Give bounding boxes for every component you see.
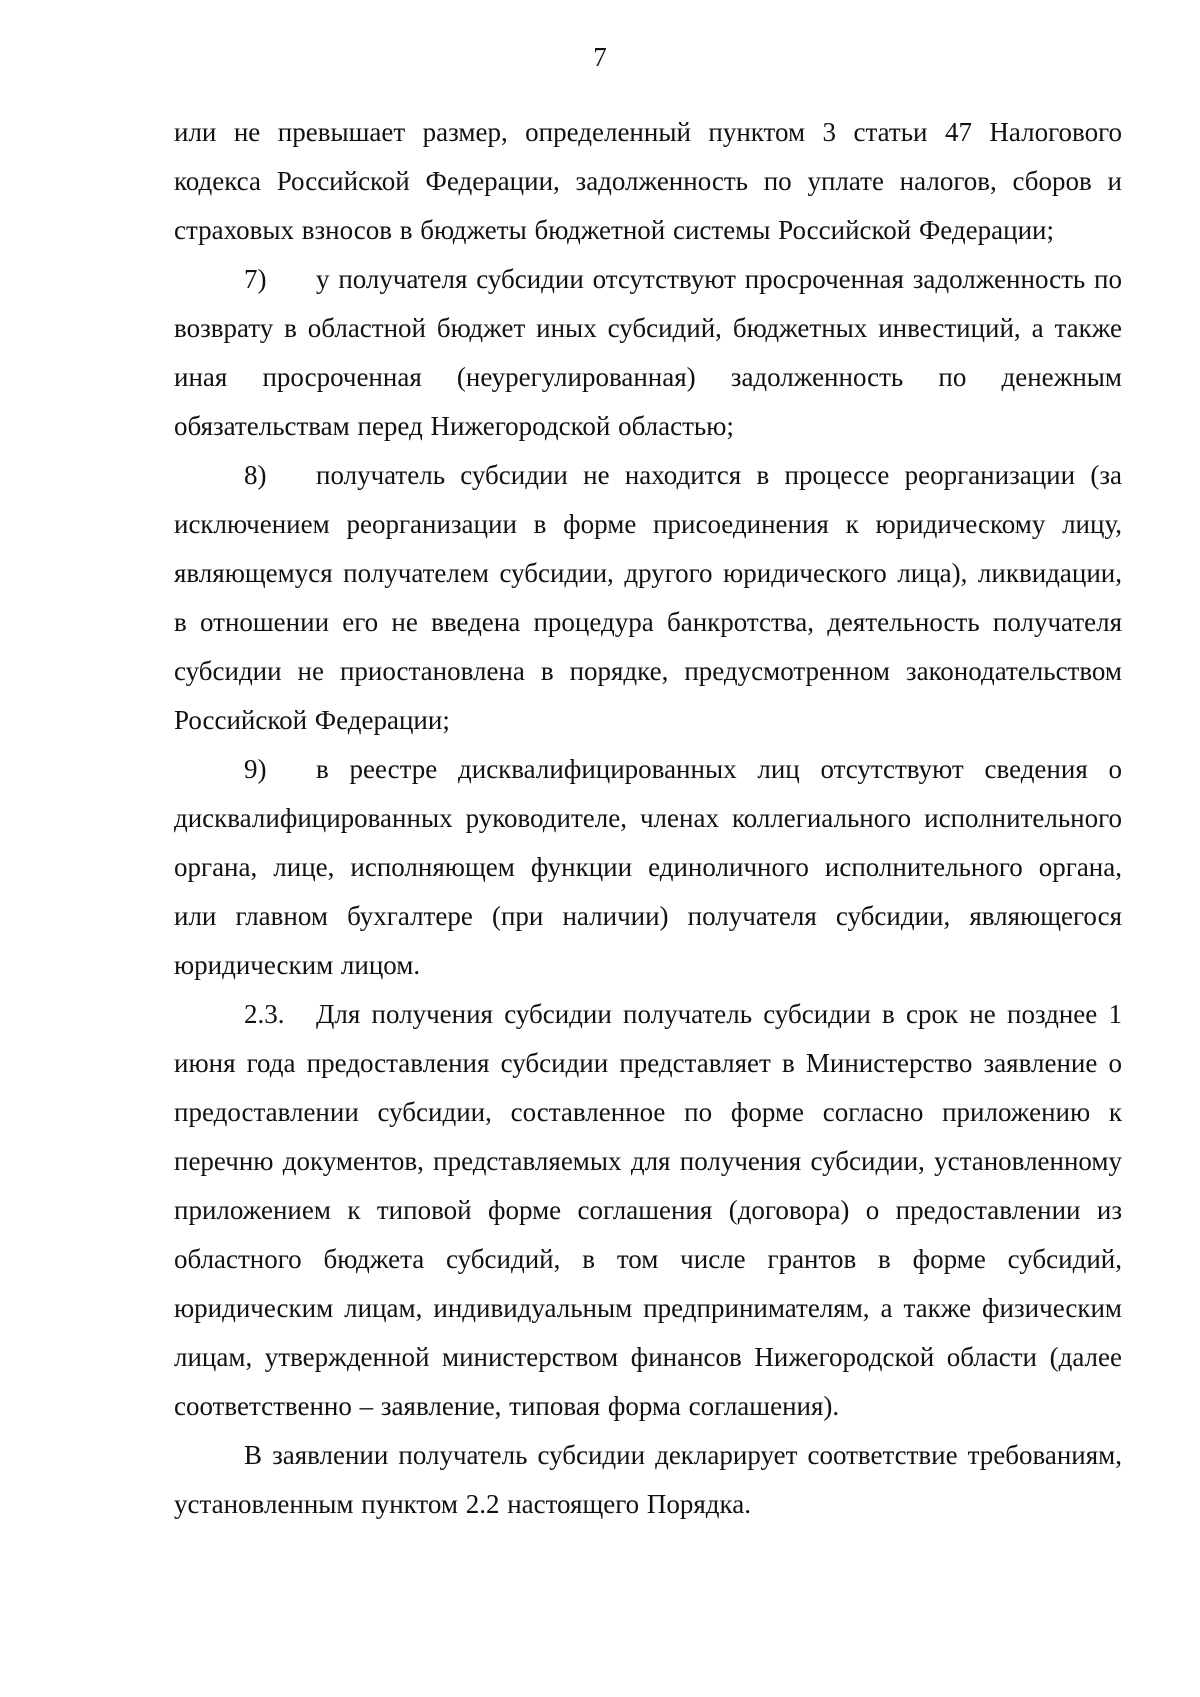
paragraph-text: В заявлении получатель субсидии декларирует соответствие требованиям, установленным пунктом 2.2 настоящего Порядка. <box>174 1440 1122 1519</box>
list-item-7 <box>174 255 1122 451</box>
list-item-text: у получателя субсидии отсутствуют просроченная задолженность по возврату в областной бюджет иных субсидий, бюджетных инвестиций, а также иная просроченная (неурегулированная) задолженность по денежным обязательствам перед Нижегородской областью; <box>174 264 1122 441</box>
list-item-text: в реестре дисквалифицированных лиц отсутствуют сведения о дисквалифицированных руководителе, членах коллегиального исполнительного органа, лице, исполняющем функции единоличного исполнительного органа, или главном бухгалтере (при наличии) получателя субсидии, являющегося юридическим лицом. <box>174 754 1122 980</box>
paragraph-declaration <box>174 1431 1122 1529</box>
section-2-3 <box>174 990 1122 1431</box>
list-item-number: 7) <box>244 264 267 294</box>
page-number: 7 <box>593 42 607 72</box>
list-item-text: получатель субсидии не находится в процессе реорганизации (за исключением реорганизации в форме присоединения к юридическому лицу, являющемуся получателем субсидии, другого юридического лица), ликвидации, в отношении его не введена процедура банкротства, деятельность получателя субсидии не приостановлена в порядке, предусмотренном законодательством Российской Федерации; <box>174 460 1122 735</box>
paragraph-continuation <box>174 108 1122 255</box>
list-item-8 <box>174 451 1122 745</box>
paragraph-text: или не превышает размер, определенный пунктом 3 статьи 47 Налогового кодекса Российской Федерации, задолженность по уплате налогов, сборов и страховых взносов в бюджеты бюджетной системы Российской Федерации; <box>174 117 1122 245</box>
list-item-number: 8) <box>244 460 267 490</box>
section-number: 2.3. <box>244 999 285 1029</box>
document-body <box>174 108 1122 1529</box>
list-item-9 <box>174 745 1122 990</box>
section-text: Для получения субсидии получатель субсидии в срок не позднее 1 июня года предоставления субсидии представляет в Министерство заявление о предоставлении субсидии, составленное по форме согласно приложению к перечню документов, представляемых для получения субсидии, установленному приложением к типовой форме соглашения (договора) о предоставлении из областного бюджета субсидий, в том числе грантов в форме субсидий, юридическим лицам, индивидуальным предпринимателям, а также физическим лицам, утвержденной министерством финансов Нижегородской области (далее соответственно – заявление, типовая форма соглашения). <box>174 999 1122 1421</box>
list-item-number: 9) <box>244 754 267 784</box>
